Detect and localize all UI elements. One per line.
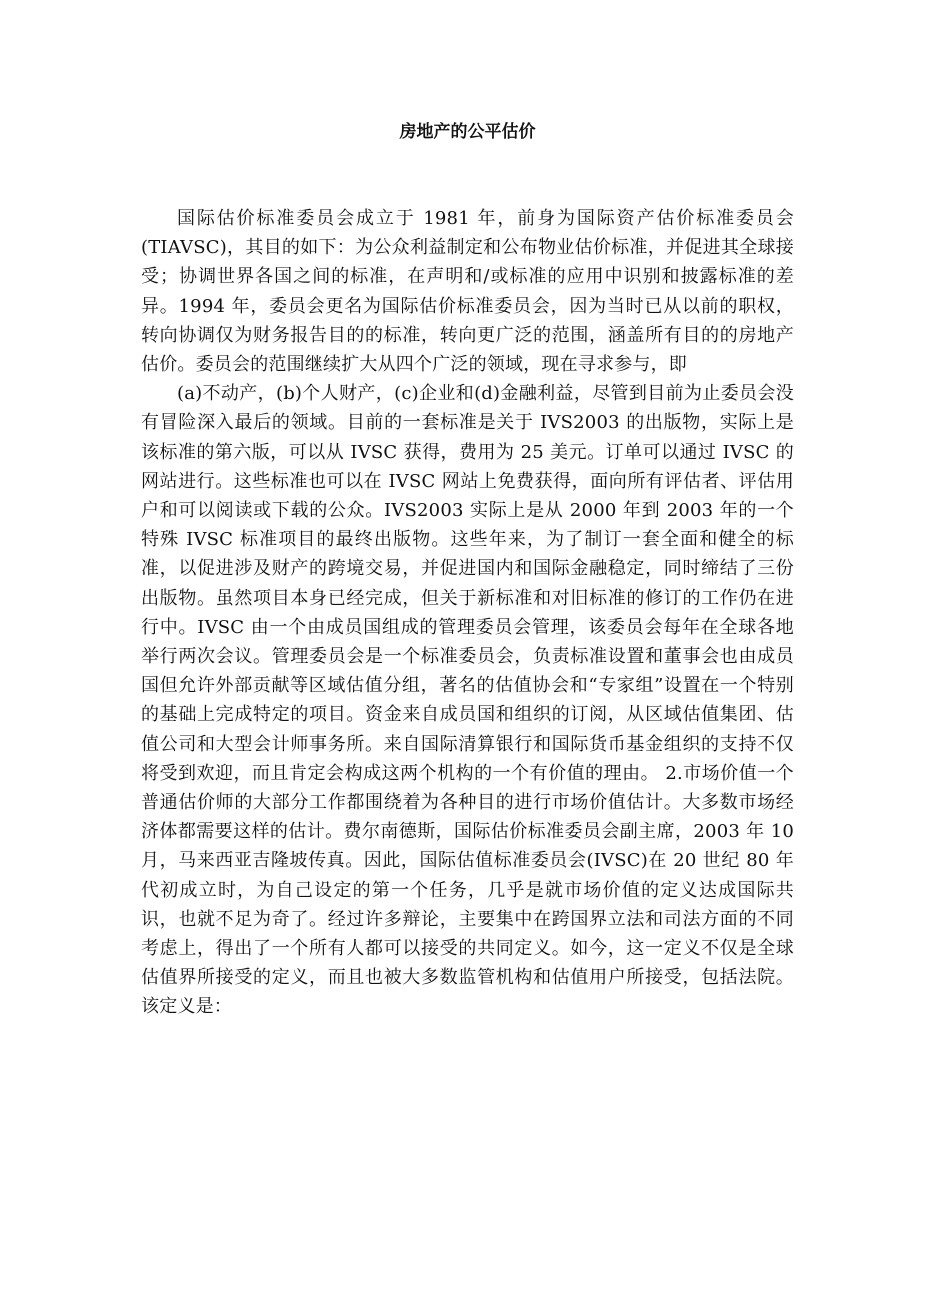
document-title: 房地产的公平估价 bbox=[399, 122, 536, 142]
paragraph-2: (a)不动产，(b)个人财产，(c)企业和(d)金融利益，尽管到目前为止委员会没有冒险深入最后的领域。目前的一套标准是关于 IVS2003 的出版物，实际上是该标准的第六版，可以从 IVSC 获得，费用为 25 美元。订单可以通过 IVSC 的网站进行。这些标准也可以在 IVSC 网站上免费获得，面向所有评估者、评估用户和可以阅读或下载的公众。IVS2003 实际上是从 2000 年到 2003 年的一个特殊 IVSC 标准项目的最终出版物。这些年来，为了制订一套全面和健全的标准，以促进涉及财产的跨境交易，并促进国内和国际金融稳定，同时缔结了三份出版物。虽然项目本身已经完成，但关于新标准和对旧标准的修订的工作仍在进行中。IVSC 由一个由成员国组成的管理委员会管理，该委员会每年在全球各地举行两次会议。管理委员会是一个标准委员会，负责标准设置和董事会也由成员国但允许外部贡献等区域估值分组，著名的估值协会和“专家组”设置在一个特别的基础上完成特定的项目。资金来自成员国和组织的订阅，从区域估值集团、估值公司和大型会计师事务所。来自国际清算银行和国际货币基金组织的支持不仅将受到欢迎，而且肯定会构成这两个机构的一个有价值的理由。 2.市场价值一个普通估价师的大部分工作都围绕着为各种目的进行市场价值估计。大多数市场经济体都需要这样的估计。费尔南德斯，国际估价标准委员会副主席，2003 年 10 月，马来西亚吉隆坡传真。因此，国际估值标准委员会(IVSC)在 20 世纪 80 年代初成立时，为自己设定的第一个任务，几乎是就市场价值的定义达成国际共识，也就不足为奇了。经过许多辩论，主要集中在跨国界立法和司法方面的不同考虑上，得出了一个所有人都可以接受的共同定义。如今，这一定义不仅是全球估值界所接受的定义，而且也被大多数监管机构和估值用户所接受，包括法院。该定义是： bbox=[141, 383, 794, 1018]
paragraph-1: 国际估价标准委员会成立于 1981 年，前身为国际资产估价标准委员会(TIAVSC)，其目的如下：为公众利益制定和公布物业估价标准，并促进其全球接受；协调世界各国之间的标准，在声明和/或标准的应用中识别和披露标准的差异。1994 年，委员会更名为国际估价标准委员会，因为当时已从以前的职权，转向协调仅为财务报告目的的标准，转向更广泛的范围，涵盖所有目的的房地产估价。委员会的范围继续扩大从四个广泛的领域，现在寻求参与，即 bbox=[141, 208, 794, 376]
document-body bbox=[141, 204, 794, 1022]
